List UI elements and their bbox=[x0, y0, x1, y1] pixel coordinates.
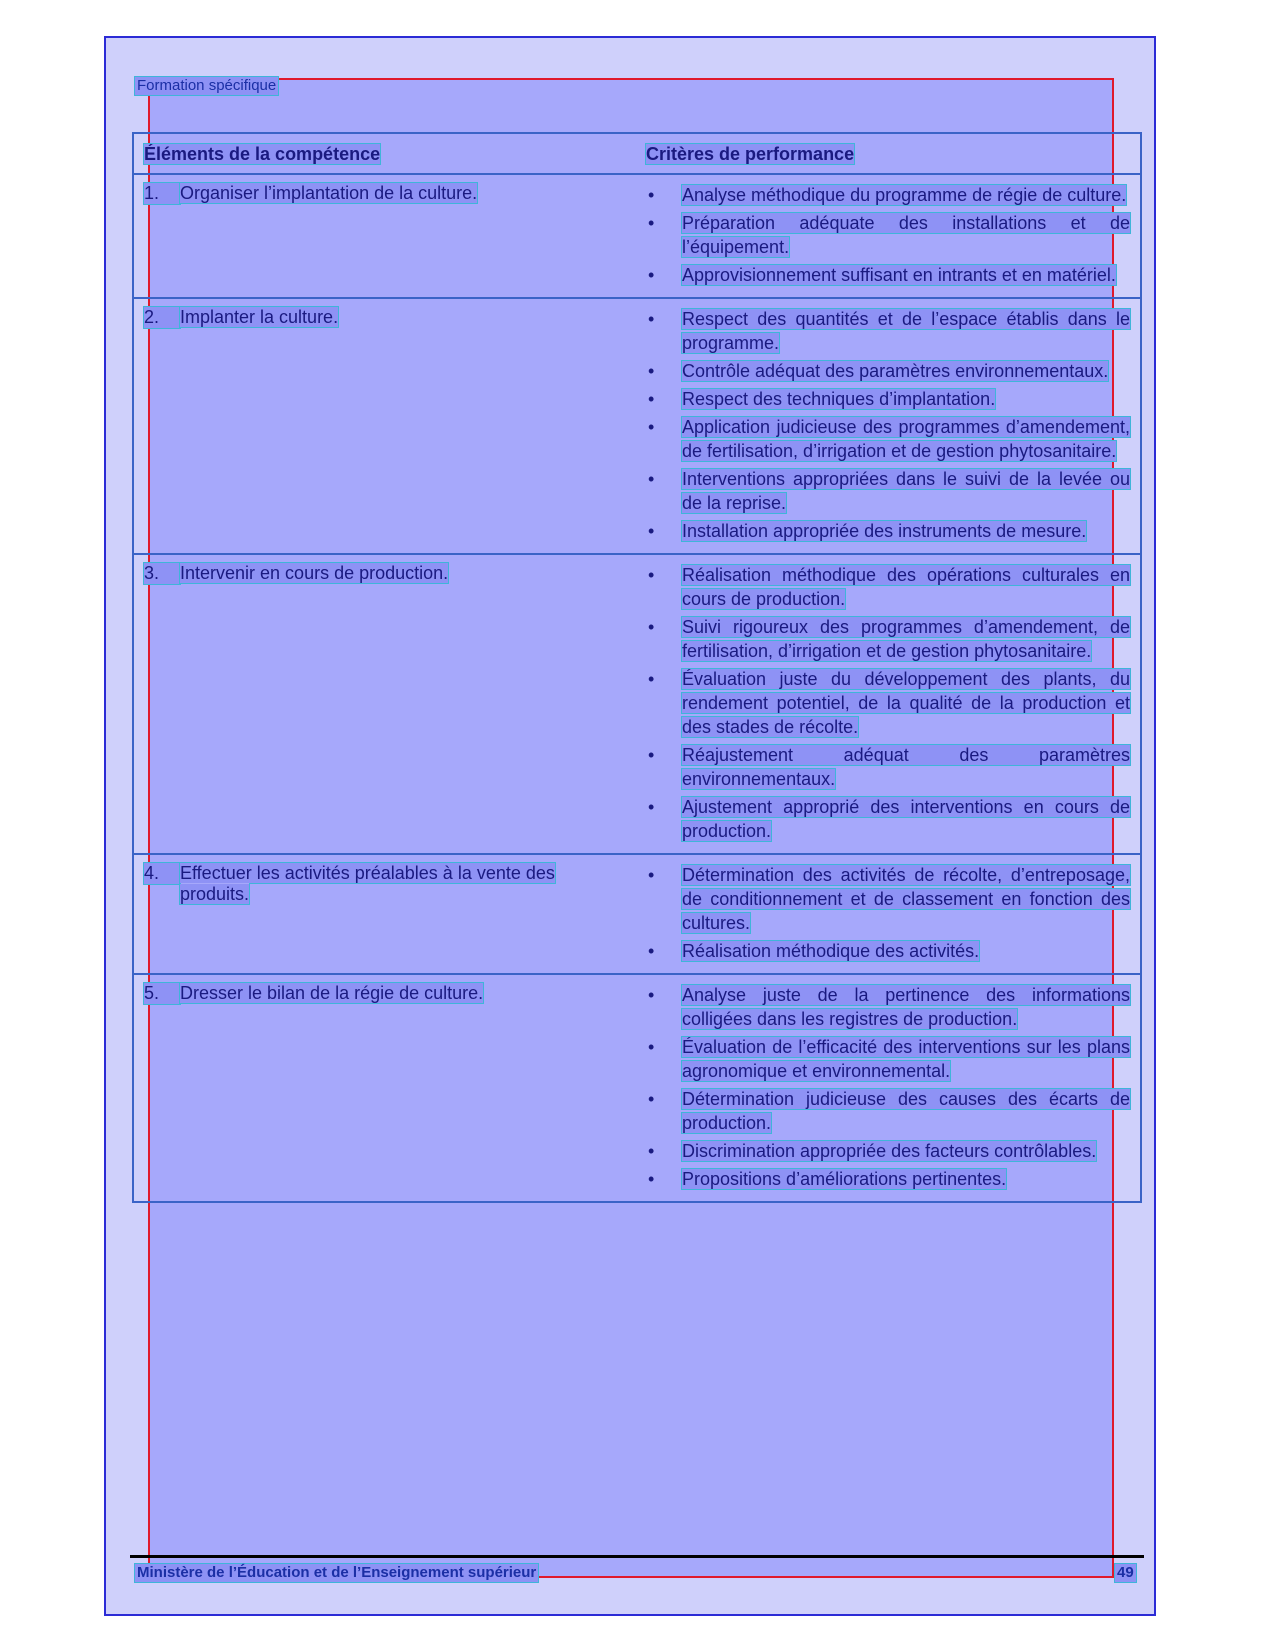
list-item bbox=[646, 467, 1130, 515]
list-item bbox=[646, 263, 1130, 287]
criterion-text: Détermination judicieuse des causes des écarts de production. bbox=[682, 1089, 1130, 1133]
criterion-text: Évaluation de l’efficacité des interventions sur les plans agronomique et environnemental. bbox=[682, 1037, 1130, 1081]
criterion-text: Application judicieuse des programmes d’amendement, de fertilisation, d’irrigation et de gestion phytosanitaire. bbox=[682, 417, 1130, 461]
column-header-elements: Éléments de la compétence bbox=[144, 144, 381, 164]
competence-element bbox=[134, 174, 636, 298]
criterion-text: Discrimination appropriée des facteurs contrôlables. bbox=[682, 1141, 1097, 1161]
competence-element bbox=[134, 554, 636, 854]
competence-element bbox=[134, 854, 636, 974]
criteria-list bbox=[646, 183, 1130, 287]
footer-ministry: Ministère de l’Éducation et de l’Enseignement supérieur bbox=[134, 1563, 539, 1583]
list-item bbox=[646, 743, 1130, 791]
list-item bbox=[646, 939, 1130, 963]
performance-criteria bbox=[636, 174, 1140, 298]
criterion-text: Suivi rigoureux des programmes d’amendement, de fertilisation, d’irrigation et de gestion phytosanitaire. bbox=[682, 617, 1130, 661]
criterion-text: Approvisionnement suffisant en intrants et en matériel. bbox=[682, 265, 1116, 285]
list-item bbox=[646, 863, 1130, 935]
list-item bbox=[646, 211, 1130, 259]
element-number: 4. bbox=[144, 863, 180, 884]
element-text bbox=[180, 183, 590, 204]
table-row bbox=[134, 298, 1140, 554]
element-number: 3. bbox=[144, 563, 180, 584]
list-item bbox=[646, 519, 1130, 543]
element-text bbox=[180, 563, 590, 584]
list-item bbox=[646, 1035, 1130, 1083]
criterion-text: Préparation adéquate des installations et de l’équipement. bbox=[682, 213, 1130, 257]
criteria-list bbox=[646, 307, 1130, 543]
element-label: Effectuer les activités préalables à la vente des produits. bbox=[180, 863, 555, 904]
competence-element bbox=[134, 298, 636, 554]
element-label: Intervenir en cours de production. bbox=[180, 563, 449, 583]
list-item bbox=[646, 1087, 1130, 1135]
criterion-text: Réajustement adéquat des paramètres environnementaux. bbox=[682, 745, 1130, 789]
criteria-list bbox=[646, 983, 1130, 1191]
performance-criteria bbox=[636, 554, 1140, 854]
criterion-text: Contrôle adéquat des paramètres environnementaux. bbox=[682, 361, 1109, 381]
performance-criteria bbox=[636, 854, 1140, 974]
list-item bbox=[646, 795, 1130, 843]
list-item bbox=[646, 307, 1130, 355]
criterion-text: Réalisation méthodique des opérations culturales en cours de production. bbox=[682, 565, 1130, 609]
criterion-text: Réalisation méthodique des activités. bbox=[682, 941, 980, 961]
list-item bbox=[646, 615, 1130, 663]
list-item bbox=[646, 359, 1130, 383]
criterion-text: Respect des techniques d’implantation. bbox=[682, 389, 996, 409]
performance-criteria bbox=[636, 974, 1140, 1201]
element-number: 1. bbox=[144, 183, 180, 204]
running-header: Formation spécifique bbox=[134, 76, 279, 96]
list-item bbox=[646, 983, 1130, 1031]
criterion-text: Analyse méthodique du programme de régie de culture. bbox=[682, 185, 1127, 205]
table-header-row bbox=[134, 134, 1140, 174]
table-row bbox=[134, 854, 1140, 974]
criterion-text: Évaluation juste du développement des plants, du rendement potentiel, de la qualité de la production et des stades de récolte. bbox=[682, 669, 1130, 737]
page-number: 49 bbox=[1114, 1563, 1137, 1583]
table-row bbox=[134, 174, 1140, 298]
performance-criteria bbox=[636, 298, 1140, 554]
criterion-text: Installation appropriée des instruments de mesure. bbox=[682, 521, 1087, 541]
criterion-text: Propositions d’améliorations pertinentes. bbox=[682, 1169, 1007, 1189]
criterion-text: Interventions appropriées dans le suivi de la levée ou de la reprise. bbox=[682, 469, 1130, 513]
list-item bbox=[646, 1139, 1130, 1163]
element-number: 2. bbox=[144, 307, 180, 328]
column-header-criteria: Critères de performance bbox=[646, 144, 855, 164]
list-item bbox=[646, 667, 1130, 739]
criterion-text: Analyse juste de la pertinence des informations colligées dans les registres de production. bbox=[682, 985, 1130, 1029]
table-row bbox=[134, 974, 1140, 1201]
competence-table bbox=[132, 132, 1142, 1203]
criteria-list bbox=[646, 863, 1130, 963]
footer-rule bbox=[130, 1555, 1144, 1558]
criterion-text: Respect des quantités et de l’espace établis dans le programme. bbox=[682, 309, 1130, 353]
element-text bbox=[180, 983, 590, 1004]
list-item bbox=[646, 1167, 1130, 1191]
criterion-text: Ajustement approprié des interventions en cours de production. bbox=[682, 797, 1130, 841]
criteria-list bbox=[646, 563, 1130, 843]
list-item bbox=[646, 563, 1130, 611]
criterion-text: Détermination des activités de récolte, d’entreposage, de conditionnement et de classement en fonction des cultures. bbox=[682, 865, 1130, 933]
element-text bbox=[180, 863, 590, 905]
competence-element bbox=[134, 974, 636, 1201]
element-text bbox=[180, 307, 590, 328]
element-label: Dresser le bilan de la régie de culture. bbox=[180, 983, 484, 1003]
element-number: 5. bbox=[144, 983, 180, 1004]
element-label: Implanter la culture. bbox=[180, 307, 339, 327]
table-row bbox=[134, 554, 1140, 854]
element-label: Organiser l’implantation de la culture. bbox=[180, 183, 478, 203]
list-item bbox=[646, 183, 1130, 207]
list-item bbox=[646, 415, 1130, 463]
list-item bbox=[646, 387, 1130, 411]
